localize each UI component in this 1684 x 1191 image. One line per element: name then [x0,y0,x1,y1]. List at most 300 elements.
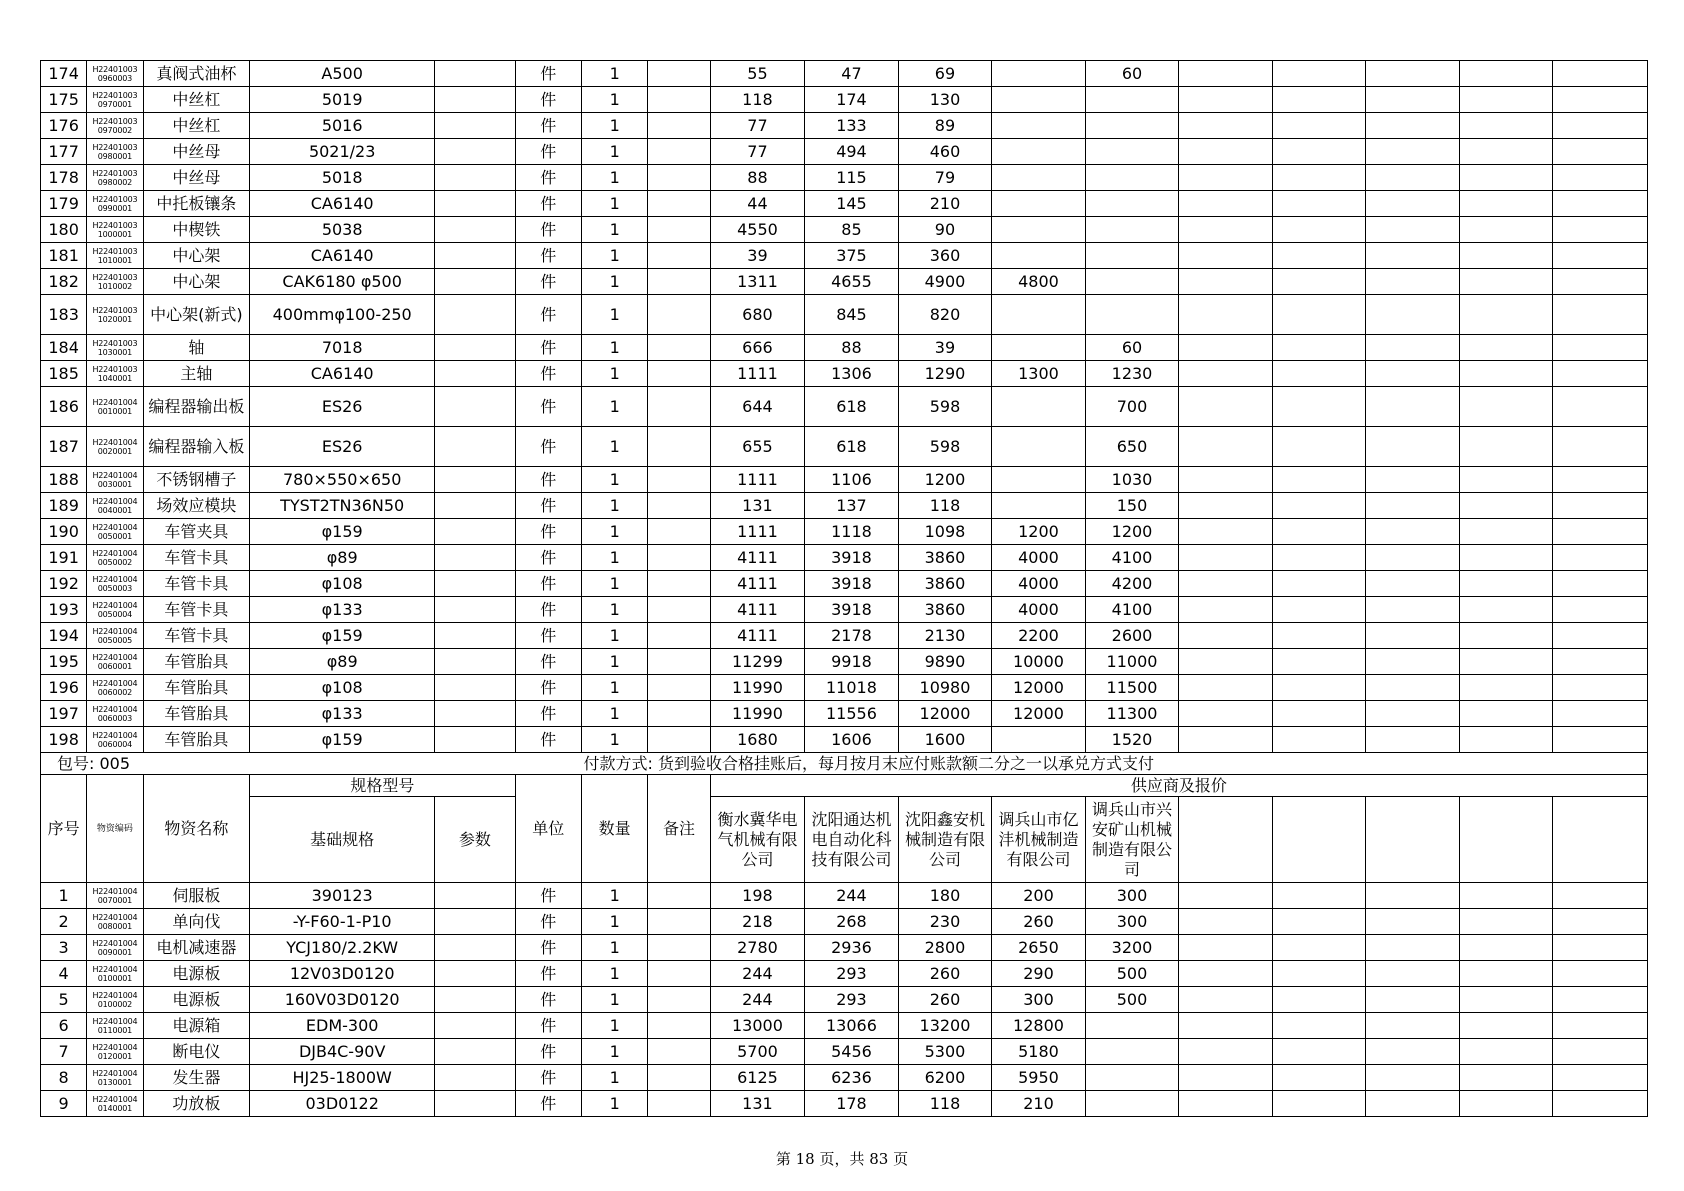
remark [648,243,710,269]
param [435,1065,515,1091]
supplier-price: 5300 [898,1039,992,1065]
supplier-price: 1311 [710,269,805,295]
row-no: 192 [41,571,87,597]
empty-cell [1179,909,1273,935]
material-name: 发生器 [143,1065,250,1091]
table-row [41,1039,1648,1065]
table-body-bottom [41,883,1648,1117]
empty-cell [1459,243,1553,269]
row-no: 197 [41,701,87,727]
remark [648,1039,710,1065]
row-no: 8 [41,1065,87,1091]
material-code: H22401003 1030001 [87,335,143,361]
unit: 件 [515,701,581,727]
empty-cell [1179,623,1273,649]
material-code: H22401003 0980002 [87,165,143,191]
supplier-price [992,295,1086,335]
supplier-price [992,217,1086,243]
material-code: H22401004 0060004 [87,727,143,753]
quantity: 1 [581,467,647,493]
empty-cell [1366,427,1460,467]
empty-cell [1459,623,1553,649]
quantity: 1 [581,113,647,139]
supplier-price: 1098 [898,519,992,545]
row-no: 180 [41,217,87,243]
param [435,269,515,295]
supplier-price: 820 [898,295,992,335]
supplier-price: 89 [898,113,992,139]
supplier-price: 131 [710,1091,805,1117]
remark [648,571,710,597]
material-name: 场效应模块 [143,493,250,519]
supplier-price [1085,1013,1179,1039]
supplier-price: 77 [710,139,805,165]
row-no: 4 [41,961,87,987]
quantity: 1 [581,987,647,1013]
base-spec: φ159 [250,727,435,753]
empty-cell [1179,961,1273,987]
base-spec: ES26 [250,387,435,427]
empty-cell [1553,909,1648,935]
empty-cell [1366,295,1460,335]
supplier-price: 3918 [805,545,899,571]
table-body-top [41,61,1648,753]
row-no: 3 [41,935,87,961]
supplier-price [992,335,1086,361]
empty-cell [1366,217,1460,243]
supplier-price: 11990 [710,701,805,727]
material-code: H22401004 0070001 [87,883,143,909]
empty-cell [1272,623,1366,649]
table-row [41,623,1648,649]
supplier-price: 133 [805,113,899,139]
remark [648,191,710,217]
material-name: 中楔铁 [143,217,250,243]
base-spec: 03D0122 [250,1091,435,1117]
material-code: H22401004 0140001 [87,1091,143,1117]
supplier-price [992,139,1086,165]
supplier-price: 655 [710,427,805,467]
supplier-price: 680 [710,295,805,335]
quantity: 1 [581,571,647,597]
base-spec: 5019 [250,87,435,113]
quantity: 1 [581,493,647,519]
base-spec: 160V03D0120 [250,987,435,1013]
remark [648,519,710,545]
unit: 件 [515,571,581,597]
supplier-price: 1300 [992,361,1086,387]
quotation-table [40,60,1648,1117]
empty-cell [1366,269,1460,295]
material-name: 车管卡具 [143,571,250,597]
material-code: H22401003 1010001 [87,243,143,269]
empty-cell [1459,61,1553,87]
base-spec: 12V03D0120 [250,961,435,987]
supplier-price: 244 [710,987,805,1013]
remark [648,269,710,295]
empty-cell [1459,519,1553,545]
empty-cell [1366,87,1460,113]
empty-cell [1459,217,1553,243]
material-code: H22401004 0090001 [87,935,143,961]
supplier-price: 300 [1085,909,1179,935]
supplier-price: 300 [1085,883,1179,909]
supplier-price [1085,1091,1179,1117]
row-no: 181 [41,243,87,269]
empty-cell [1459,961,1553,987]
material-code: H22401003 1020001 [87,295,143,335]
empty-cell [1366,1039,1460,1065]
header-spec-group: 规格型号 [250,775,515,797]
material-code: H22401003 0990001 [87,191,143,217]
supplier-price: 13000 [710,1013,805,1039]
material-name: 中心架(新式) [143,295,250,335]
remark [648,113,710,139]
base-spec: 390123 [250,883,435,909]
empty-cell [1459,467,1553,493]
material-code: H22401004 0060001 [87,649,143,675]
empty-cell [1272,987,1366,1013]
remark [648,649,710,675]
empty-cell [1272,467,1366,493]
supplier-price: 44 [710,191,805,217]
supplier-price: 2800 [898,935,992,961]
supplier-price: 4655 [805,269,899,295]
unit: 件 [515,493,581,519]
empty-cell [1459,1065,1553,1091]
supplier-price: 4200 [1085,571,1179,597]
material-code: H22401004 0080001 [87,909,143,935]
supplier-price [992,493,1086,519]
quantity: 1 [581,935,647,961]
supplier-price: 1230 [1085,361,1179,387]
supplier-price: 118 [898,1091,992,1117]
supplier-price: 200 [992,883,1086,909]
remark [648,909,710,935]
empty-cell [1366,961,1460,987]
material-code: H22401004 0060002 [87,675,143,701]
supplier-price: 11018 [805,675,899,701]
quantity: 1 [581,519,647,545]
row-no: 189 [41,493,87,519]
material-code: H22401004 0120001 [87,1039,143,1065]
supplier-name: 衡水冀华电气机械有限公司 [710,797,805,883]
empty-cell [1272,545,1366,571]
empty-cell [1272,165,1366,191]
base-spec: -Y-F60-1-P10 [250,909,435,935]
base-spec: 5016 [250,113,435,139]
empty-cell [1179,361,1273,387]
empty-cell [1553,387,1648,427]
supplier-price: 244 [710,961,805,987]
row-no: 5 [41,987,87,1013]
quantity: 1 [581,243,647,269]
supplier-price: 1118 [805,519,899,545]
supplier-price: 4000 [992,545,1086,571]
empty-cell [1459,191,1553,217]
empty-cell [1459,701,1553,727]
supplier-price: 1600 [898,727,992,753]
empty-cell [1179,165,1273,191]
supplier-price: 3860 [898,597,992,623]
empty-cell [1459,987,1553,1013]
unit: 件 [515,335,581,361]
table-row [41,427,1648,467]
supplier-price [1085,217,1179,243]
header-no: 序号 [41,775,87,883]
header-unit: 单位 [515,775,581,883]
supplier-price: 180 [898,883,992,909]
unit: 件 [515,1013,581,1039]
empty-cell [1459,165,1553,191]
supplier-price: 2780 [710,935,805,961]
material-name: 编程器输入板 [143,427,250,467]
empty-cell [1366,623,1460,649]
empty-cell [1272,269,1366,295]
empty-cell [1366,727,1460,753]
table-row [41,675,1648,701]
table-row [41,987,1648,1013]
header-row-1 [41,775,1648,797]
empty-cell [1272,649,1366,675]
table-row [41,217,1648,243]
empty-cell [1179,191,1273,217]
empty-cell [1553,361,1648,387]
material-code: H22401004 0050002 [87,545,143,571]
empty-cell [1179,701,1273,727]
supplier-price: 11556 [805,701,899,727]
supplier-name: 调兵山市兴安矿山机械制造有限公司 [1085,797,1179,883]
supplier-price: 90 [898,217,992,243]
base-spec: A500 [250,61,435,87]
empty-cell [1459,571,1553,597]
supplier-price: 5950 [992,1065,1086,1091]
empty-cell [1366,519,1460,545]
base-spec: φ159 [250,519,435,545]
empty-cell [1553,597,1648,623]
quantity: 1 [581,387,647,427]
param [435,649,515,675]
quantity: 1 [581,701,647,727]
remark [648,361,710,387]
quantity: 1 [581,883,647,909]
row-no: 184 [41,335,87,361]
supplier-price: 290 [992,961,1086,987]
material-name: 车管胎具 [143,727,250,753]
row-no: 1 [41,883,87,909]
supplier-price: 845 [805,295,899,335]
supplier-price: 145 [805,191,899,217]
material-name: 车管胎具 [143,701,250,727]
empty-cell [1272,727,1366,753]
material-code: H22401004 0050004 [87,597,143,623]
empty-cell [1179,427,1273,467]
supplier-price: 115 [805,165,899,191]
supplier-name: 沈阳通达机电自动化科技有限公司 [805,797,899,883]
supplier-price: 2600 [1085,623,1179,649]
unit: 件 [515,961,581,987]
supplier-price: 1111 [710,519,805,545]
empty-cell [1366,387,1460,427]
supplier-price: 460 [898,139,992,165]
empty-cell [1459,1013,1553,1039]
param [435,1039,515,1065]
supplier-price: 11500 [1085,675,1179,701]
empty-cell [1272,571,1366,597]
table-row [41,727,1648,753]
empty-cell [1179,387,1273,427]
material-name: 中丝母 [143,165,250,191]
remark [648,935,710,961]
empty-cell [1179,61,1273,87]
supplier-price [1085,165,1179,191]
supplier-price: 88 [710,165,805,191]
empty-cell [1553,935,1648,961]
empty-cell [1366,165,1460,191]
supplier-price: 218 [710,909,805,935]
unit: 件 [515,727,581,753]
supplier-price: 3860 [898,545,992,571]
material-code: H22401004 0110001 [87,1013,143,1039]
remark [648,427,710,467]
quantity: 1 [581,1039,647,1065]
empty-cell [1366,675,1460,701]
empty-cell [1179,493,1273,519]
supplier-price: 3918 [805,597,899,623]
supplier-price: 131 [710,493,805,519]
row-no: 187 [41,427,87,467]
supplier-price: 618 [805,387,899,427]
empty-cell [1272,191,1366,217]
quantity: 1 [581,623,647,649]
row-no: 198 [41,727,87,753]
supplier-price: 598 [898,427,992,467]
supplier-price: 5180 [992,1039,1086,1065]
supplier-price: 12000 [898,701,992,727]
empty-cell [1179,571,1273,597]
supplier-price: 3200 [1085,935,1179,961]
supplier-price [992,387,1086,427]
supplier-price: 39 [710,243,805,269]
header-base-spec: 基础规格 [250,797,435,883]
param [435,87,515,113]
material-name: 中托板镶条 [143,191,250,217]
supplier-price: 118 [710,87,805,113]
supplier-price: 39 [898,335,992,361]
material-code: H22401003 0960003 [87,61,143,87]
supplier-price [992,727,1086,753]
empty-cell [1553,493,1648,519]
empty-cell [1179,883,1273,909]
remark [648,675,710,701]
empty-cell [1459,427,1553,467]
quantity: 1 [581,649,647,675]
unit: 件 [515,295,581,335]
empty-cell [1366,1013,1460,1039]
quantity: 1 [581,217,647,243]
supplier-price [1085,243,1179,269]
supplier-price [1085,269,1179,295]
empty-cell [1366,191,1460,217]
empty-cell [1366,987,1460,1013]
unit: 件 [515,883,581,909]
unit: 件 [515,675,581,701]
empty-cell [1553,623,1648,649]
table-row [41,87,1648,113]
param [435,1013,515,1039]
unit: 件 [515,387,581,427]
material-code: H22401003 0980001 [87,139,143,165]
supplier-price: 11990 [710,675,805,701]
unit: 件 [515,361,581,387]
supplier-price [992,243,1086,269]
param [435,597,515,623]
supplier-price: 137 [805,493,899,519]
empty-cell [1179,987,1273,1013]
material-name: 真阀式油杯 [143,61,250,87]
empty-cell [1179,1091,1273,1117]
base-spec: 780×550×650 [250,467,435,493]
supplier-price: 293 [805,961,899,987]
empty-cell [1553,883,1648,909]
base-spec: φ108 [250,571,435,597]
supplier-price: 598 [898,387,992,427]
supplier-price: 11000 [1085,649,1179,675]
empty-cell [1366,883,1460,909]
row-no: 177 [41,139,87,165]
param [435,295,515,335]
supplier-price: 4111 [710,597,805,623]
table-row [41,361,1648,387]
empty-cell [1179,87,1273,113]
table-row [41,1065,1648,1091]
quantity: 1 [581,165,647,191]
empty-cell [1366,139,1460,165]
material-code: H22401003 1010002 [87,269,143,295]
table-row [41,269,1648,295]
empty-cell [1366,361,1460,387]
unit: 件 [515,467,581,493]
empty-cell [1553,165,1648,191]
empty-cell [1179,1039,1273,1065]
param [435,165,515,191]
empty-cell [1179,1065,1273,1091]
quantity: 1 [581,597,647,623]
empty-cell [1179,269,1273,295]
supplier-price: 1306 [805,361,899,387]
supplier-price: 9918 [805,649,899,675]
empty-cell [1553,519,1648,545]
unit: 件 [515,1091,581,1117]
material-name: 车管卡具 [143,597,250,623]
unit: 件 [515,217,581,243]
supplier-price: 178 [805,1091,899,1117]
empty-cell [1272,387,1366,427]
table-row [41,139,1648,165]
empty-cell [1272,935,1366,961]
supplier-price: 47 [805,61,899,87]
material-name: 车管卡具 [143,623,250,649]
material-code: H22401004 0050001 [87,519,143,545]
payment-terms: 付款方式: 货到验收合格挂账后，每月按月末应付账款额二分之一以承兑方式支付 [581,753,1552,775]
material-name: 电源板 [143,961,250,987]
empty-cell [1179,467,1273,493]
supplier-price [992,467,1086,493]
param [435,909,515,935]
material-name: 中心架 [143,243,250,269]
quantity: 1 [581,87,647,113]
supplier-price: 1606 [805,727,899,753]
